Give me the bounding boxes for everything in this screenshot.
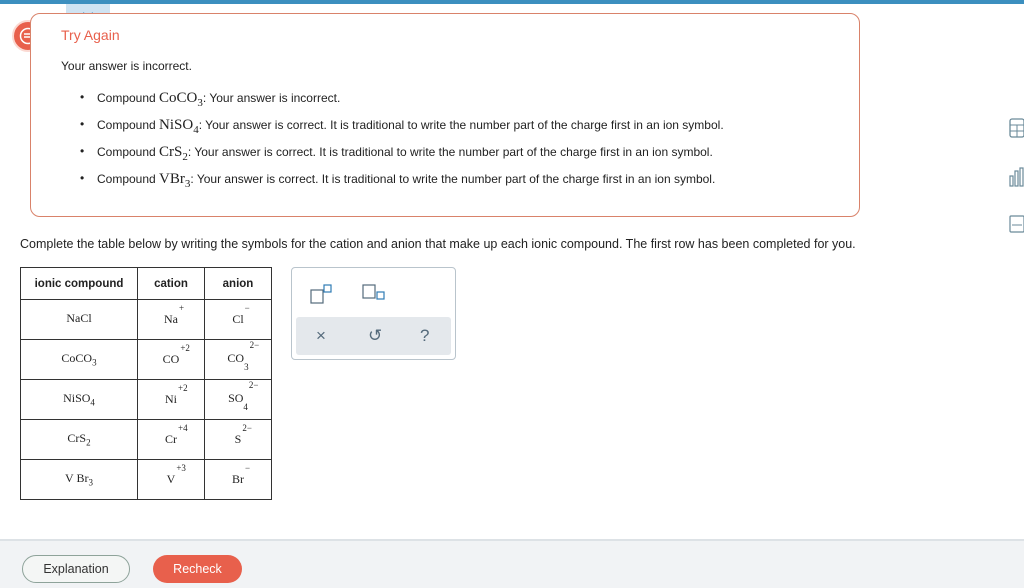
compound-cell: CoCO$_3$: [21, 340, 138, 380]
anion-cell[interactable]: S 2−: [205, 420, 272, 460]
anion-cell[interactable]: Br −: [205, 460, 272, 500]
table-row: [21, 420, 272, 460]
feedback-title: Try Again: [61, 27, 120, 43]
compound-cell: V $Br_3$: [21, 460, 138, 500]
header-cation: cation: [138, 268, 205, 300]
compound-cell: CrS$_2$: [21, 420, 138, 460]
input-palette: [291, 267, 456, 360]
palette-actions: [296, 317, 451, 355]
cation-cell[interactable]: CO +2: [138, 340, 205, 380]
compound-cell: NiSO$_4$: [21, 380, 138, 420]
periodic-table-icon[interactable]: [1008, 213, 1024, 235]
calculator-icon[interactable]: [1008, 117, 1024, 139]
explanation-button[interactable]: Explanation: [22, 555, 130, 583]
top-bar: [0, 0, 1024, 4]
anion-cell[interactable]: $CO_3$ 2−: [205, 340, 272, 380]
anion-cell[interactable]: Cl −: [205, 300, 272, 340]
help-icon[interactable]: ?: [420, 326, 430, 345]
compound-cell: NaCl: [21, 300, 138, 340]
table-row: [21, 340, 272, 380]
cation-cell[interactable]: V +3: [138, 460, 205, 500]
cation-cell[interactable]: Cr +4: [138, 420, 205, 460]
anion-cell[interactable]: $SO_4$ 2−: [205, 380, 272, 420]
bar-chart-icon[interactable]: [1008, 166, 1024, 188]
superscript-icon[interactable]: [310, 284, 332, 304]
feedback-message: Your answer is incorrect.: [61, 59, 192, 73]
instruction-text: Complete the table below by writing the symbols for the cation and anion that make up each ionic compound. The first row has been completed for you.: [20, 237, 856, 251]
table-row: [21, 300, 272, 340]
subscript-icon[interactable]: [362, 284, 386, 304]
ionic-compound-table: [20, 267, 272, 500]
cation-cell[interactable]: Ni +2: [138, 380, 205, 420]
undo-icon[interactable]: ↺: [368, 326, 383, 345]
header-ionic-compound: ionic compound: [21, 268, 138, 300]
header-anion: anion: [205, 268, 272, 300]
cation-cell[interactable]: Na +: [138, 300, 205, 340]
clear-icon[interactable]: ×: [316, 326, 326, 345]
recheck-button[interactable]: Recheck: [153, 555, 242, 583]
table-row: [21, 380, 272, 420]
table-row: [21, 460, 272, 500]
